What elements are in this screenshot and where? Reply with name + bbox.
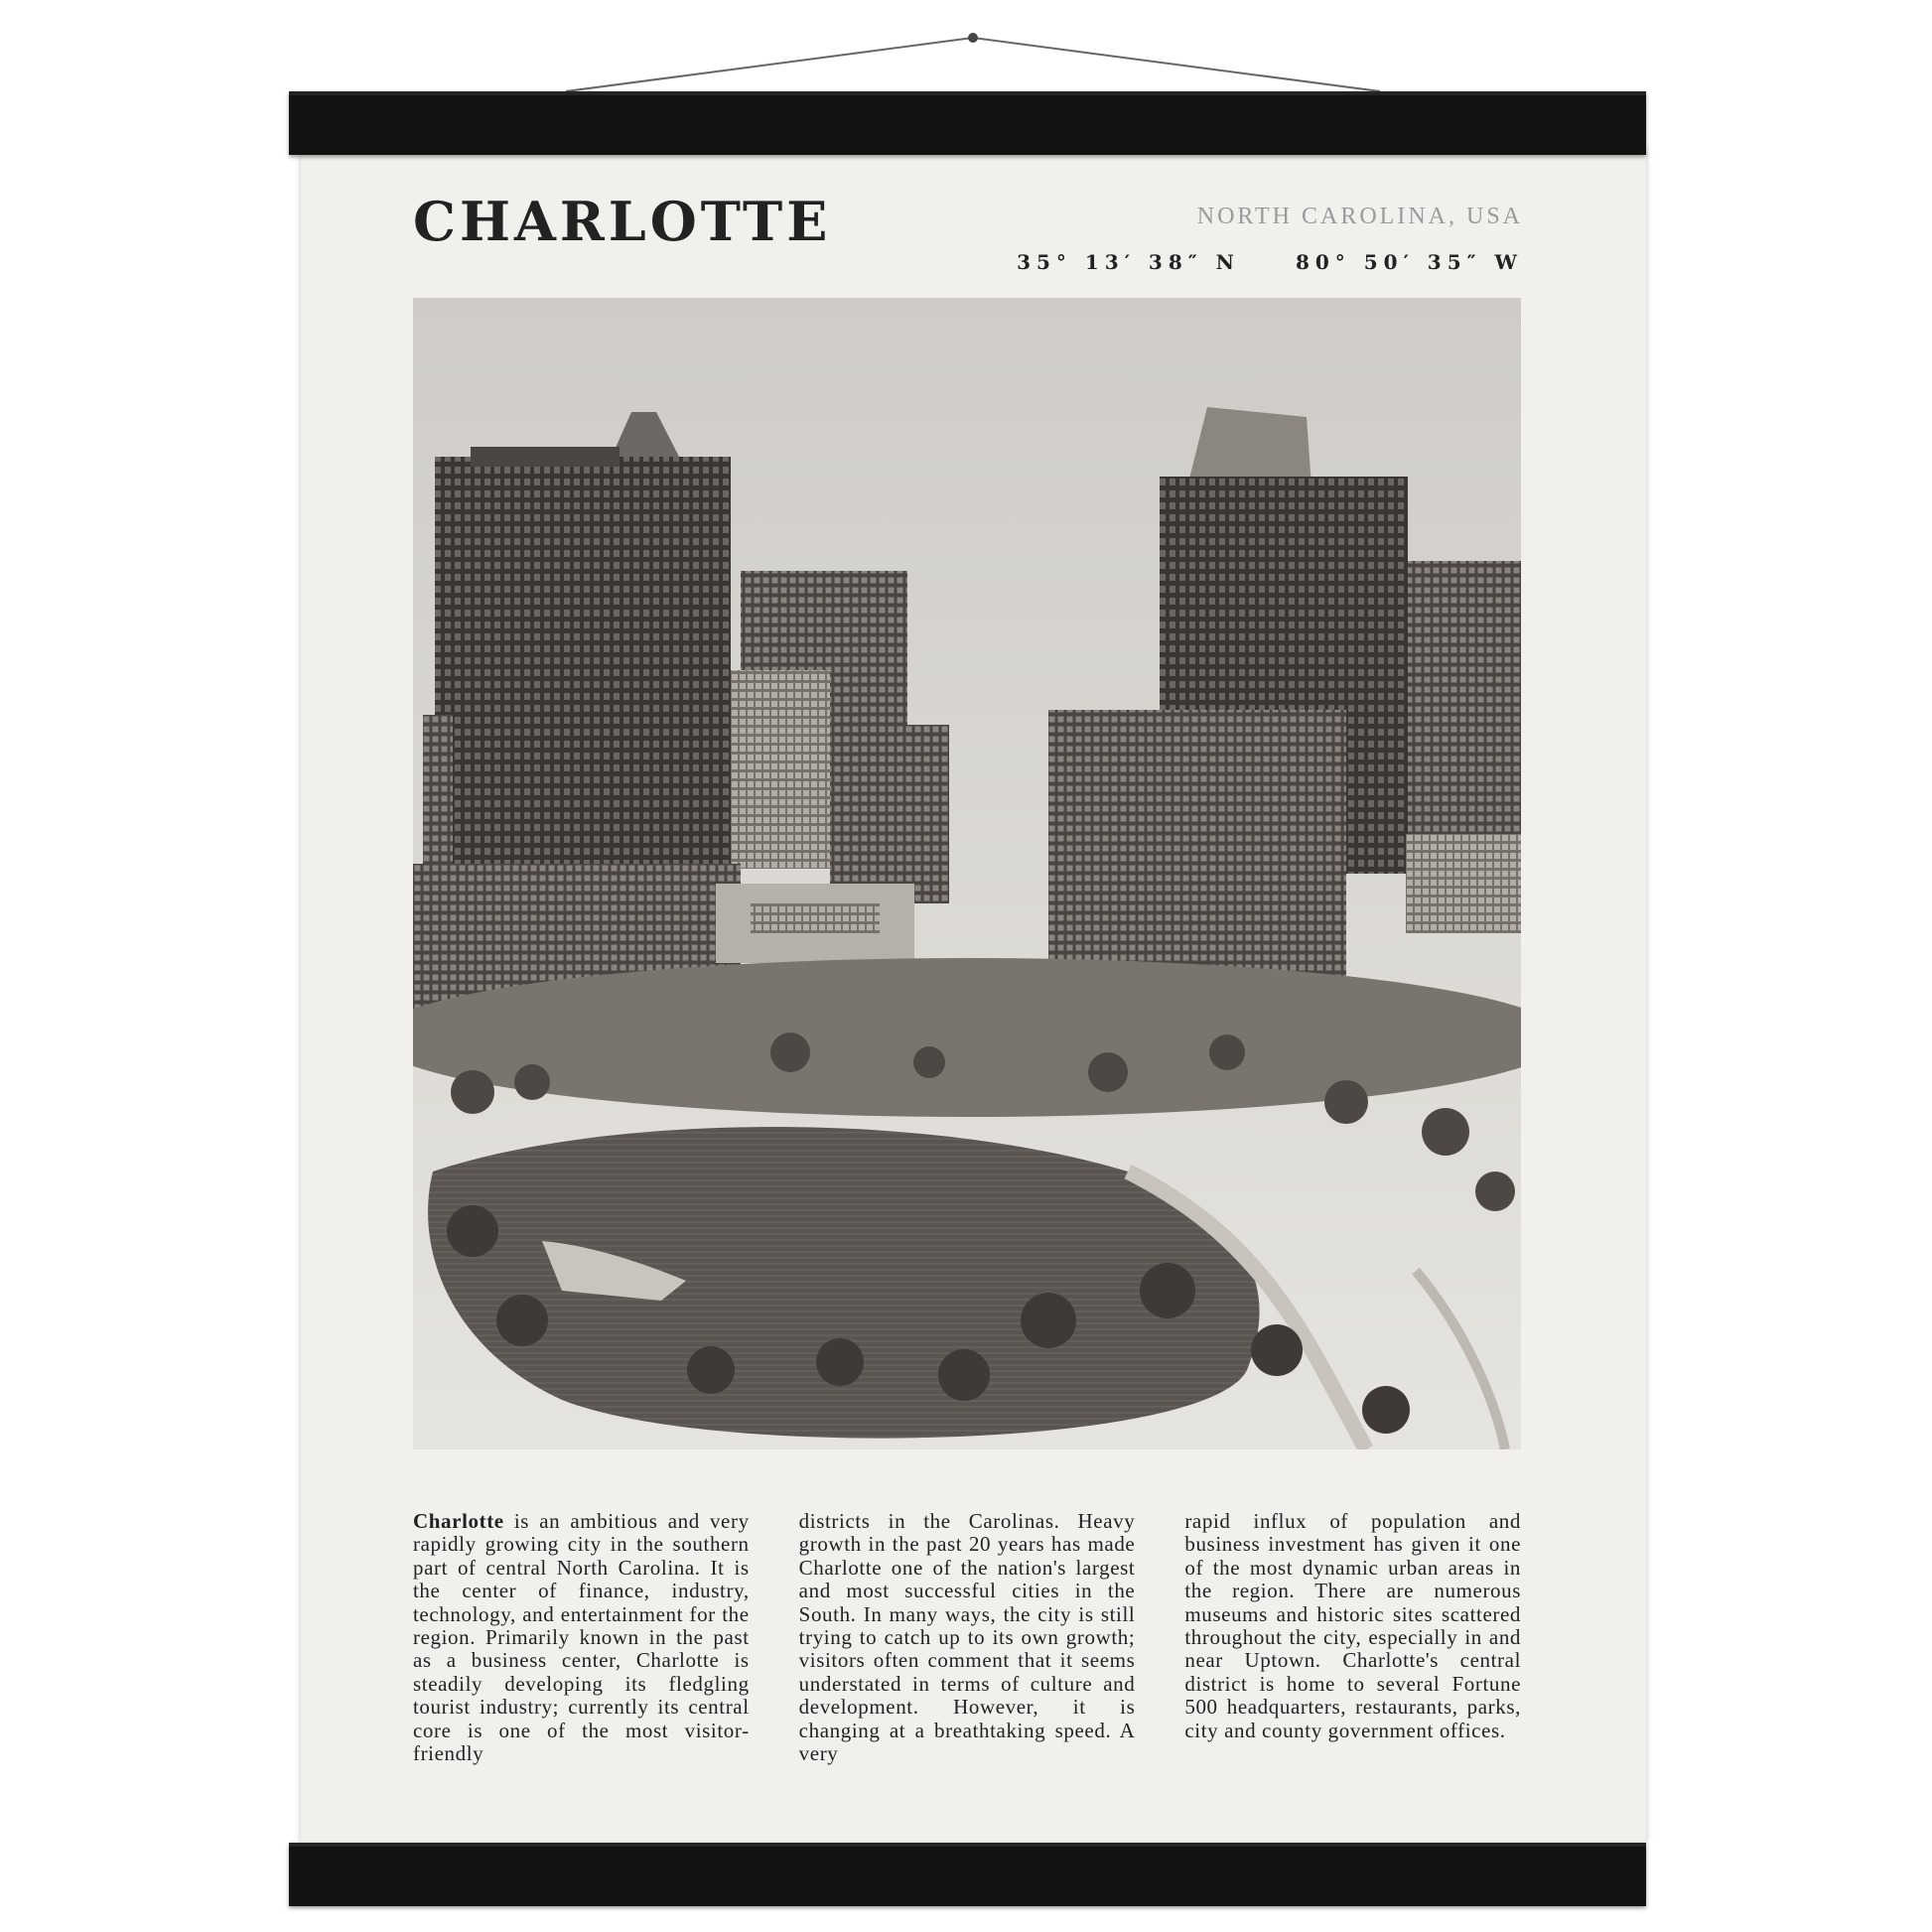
description-columns xyxy=(413,1510,1521,1765)
description-col1-text: is an ambitious and very rapidly growing city in the southern part of central North Carolina. It is the center of finance, industry, technology, and entertainment for the region. Primarily known in the past as a business center, Charlotte is steadily developing its fledgling tourist industry; currently its central core is one of the most visitor-friendly xyxy=(413,1509,750,1766)
poster-title: CHARLOTTE xyxy=(413,190,832,253)
description-lead: Charlotte xyxy=(413,1509,504,1533)
city-skyline-photo xyxy=(413,298,1521,1449)
latitude: 35° 13′ 38″ N xyxy=(1017,250,1240,274)
longitude: 80° 50′ 35″ W xyxy=(1295,250,1523,274)
coordinates xyxy=(1017,252,1523,272)
bottom-hanger-bar xyxy=(289,1843,1646,1906)
description-column-3: rapid influx of population and business investment has given it one of the most dynamic urban areas in the region. There are numerous museums and historic sites scattered throughout the city, especially in and near Uptown. Charlotte's central district is home to several Fortune 500 headquarters, restaurants, parks, city and county government offices. xyxy=(1184,1509,1522,1742)
skyline-illustration xyxy=(413,298,1521,1449)
description-column-2: districts in the Carolinas. Heavy growth in the past 20 years has made Charlotte one of the nation's largest and most successful cities in the South. In many ways, the city is still trying to catch up to its own growth; visitors often comment that it seems understated in terms of culture and development. However, it is changing at a breathtaking speed. A very xyxy=(798,1509,1136,1766)
top-hanger-bar xyxy=(289,91,1646,155)
region-label: NORTH CAROLINA, USA xyxy=(1196,204,1523,229)
description-column-1 xyxy=(413,1510,750,1765)
